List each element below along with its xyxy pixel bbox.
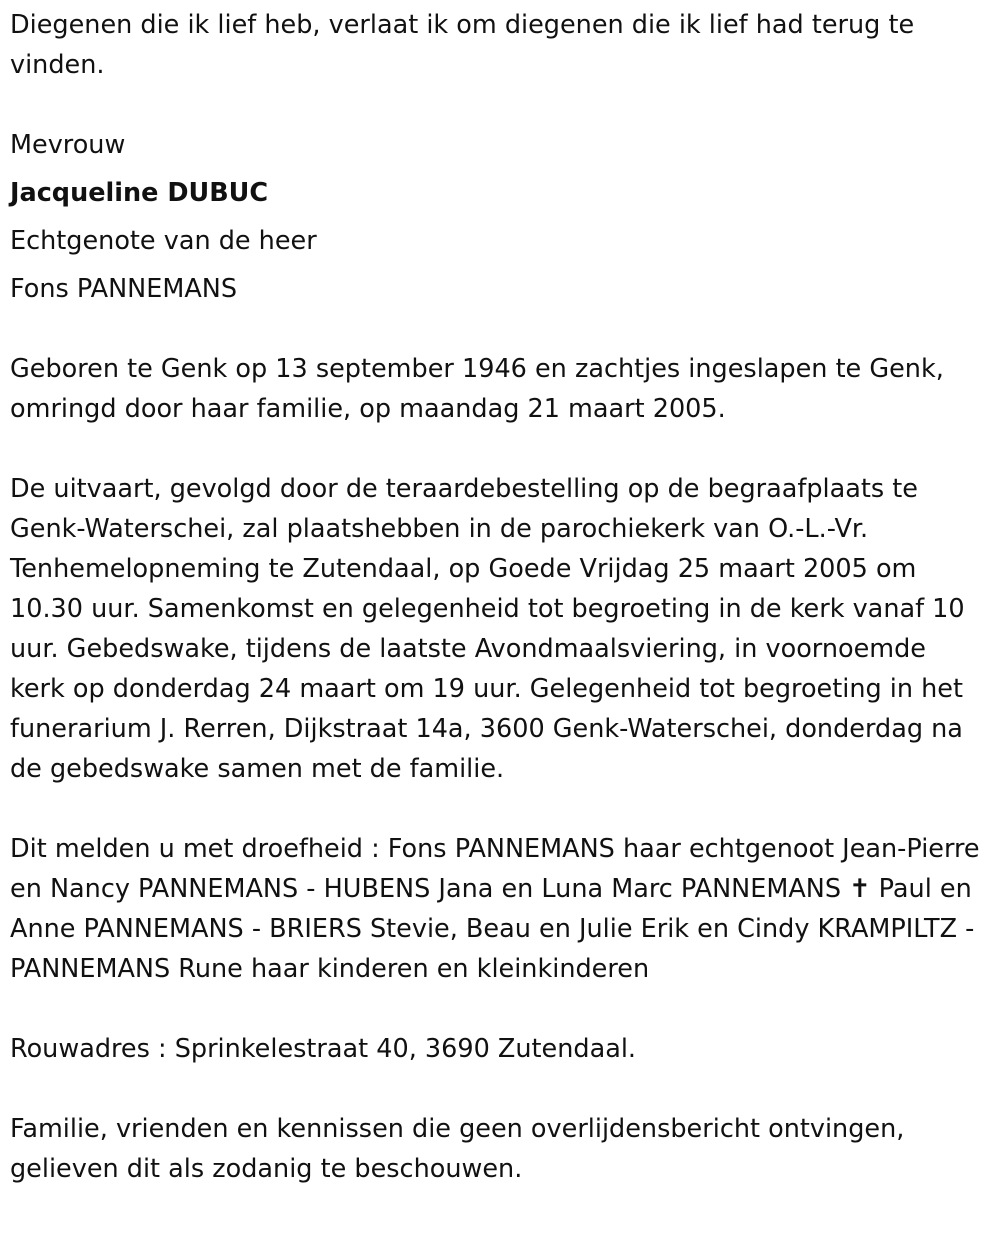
cross-icon: ✝: [849, 874, 871, 904]
funeral-paragraph: De uitvaart, gevolgd door de teraardebestelling op de begraafplaats te Genk-Waterschei, zal plaatshebben in de parochiekerk van O.-L.-Vr. Tenhemelopneming te Zutendaal, op Goede Vrijdag 25 maart 2005 om 10.30 uur. Samenkomst en gelegenheid tot begroeting in de kerk vanaf 10 uur. Gebedswake, tijdens de laatste Avondmaalsviering, in voornoemde kerk op donderdag 24 maart om 19 uur. Gelegenheid tot begroeting in het funerarium J. Rerren, Dijkstraat 14a, 3600 Genk-Waterschei, donderdag na de gebedswake samen met de familie.: [10, 474, 965, 784]
spouse-line-1: Echtgenote van de heer: [10, 226, 317, 256]
death-notice: [10, 5, 985, 1189]
mourners-paragraph: [10, 829, 985, 989]
spacer: [10, 309, 985, 349]
salutation: Mevrouw: [10, 130, 126, 160]
mourning-address: Rouwadres : Sprinkelestraat 40, 3690 Zutendaal.: [10, 1034, 637, 1064]
birth-death-paragraph: Geboren te Genk op 13 september 1946 en zachtjes ingeslapen te Genk, omringd door haar familie, op maandag 21 maart 2005.: [10, 354, 944, 424]
spacer: [10, 789, 985, 829]
spacer: [10, 1069, 985, 1109]
spacer: [10, 85, 985, 125]
closing-paragraph: Familie, vrienden en kennissen die geen overlijdensbericht ontvingen, gelieven dit als zodanig te beschouwen.: [10, 1114, 905, 1184]
deceased-name: Jacqueline DUBUC: [10, 178, 269, 208]
mourners-part-1: Dit melden u met droefheid : Fons PANNEMANS haar echtgenoot Jean-Pierre en Nancy PANNEMANS - HUBENS Jana en Luna Marc PANNEMANS: [10, 834, 980, 904]
spouse-line-2: Fons PANNEMANS: [10, 274, 238, 304]
motto: Diegenen die ik lief heb, verlaat ik om diegenen die ik lief had terug te vinden.: [10, 10, 915, 80]
spacer: [10, 989, 985, 1029]
spacer: [10, 429, 985, 469]
mourners-part-2: Paul en Anne PANNEMANS - BRIERS Stevie, Beau en Julie Erik en Cindy KRAMPILTZ - PANNEMANS Rune haar kinderen en kleinkinderen: [10, 874, 975, 984]
